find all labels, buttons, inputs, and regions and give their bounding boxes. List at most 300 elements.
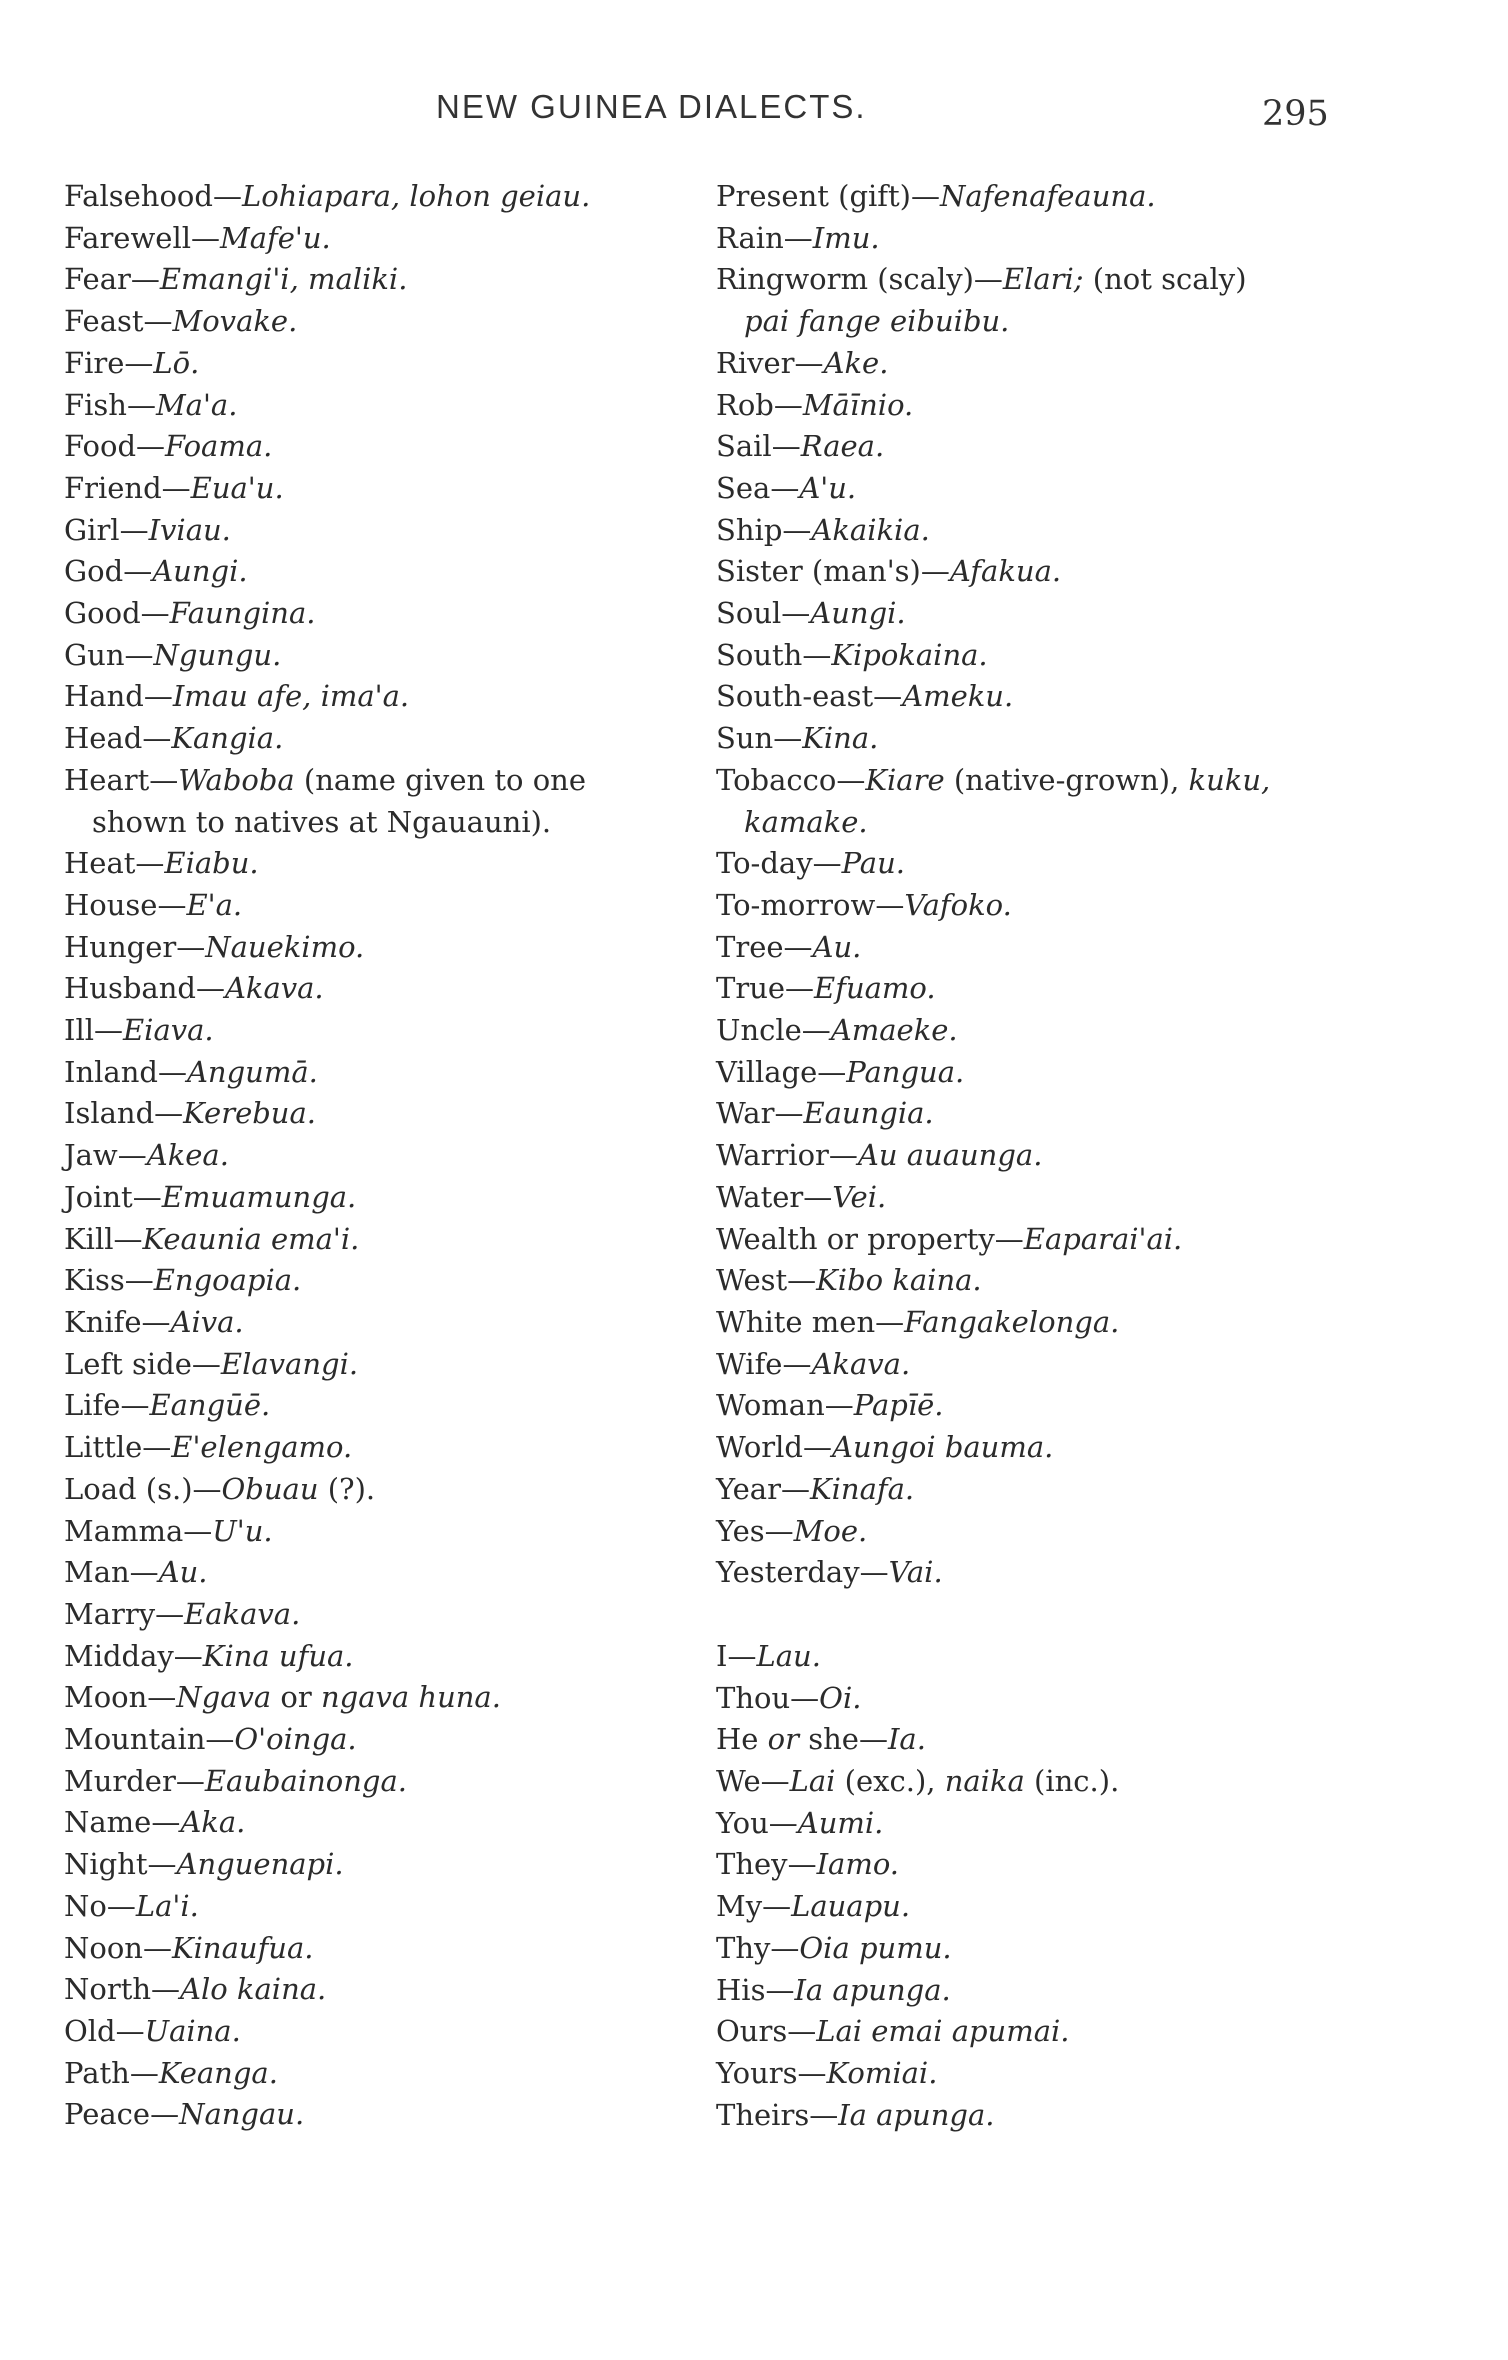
vocab-entry [716,1928,1332,1970]
native-word: Eakava. [184,1596,301,1631]
english-word: Joint [64,1179,133,1214]
native-word: Nafenafeauna. [940,179,1156,213]
vocab-entry [716,1844,1332,1886]
dash: — [191,220,221,255]
native-word: Eiabu. [164,846,259,881]
native-word: Au auaunga. [857,1138,1043,1173]
dash: — [191,1346,221,1381]
english-word: Kiss [64,1263,125,1298]
note-text-alt: (inc.). [1024,1764,1120,1799]
english-word: To-day [716,846,813,881]
native-word: Fangakelonga. [904,1304,1120,1339]
native-word: Vei. [832,1179,887,1214]
vocab-entry [64,2053,674,2095]
english-word: Man [64,1555,130,1590]
english-word: Girl [64,512,120,547]
dash: — [140,596,170,631]
native-word: Lai emai apumai. [816,2014,1070,2049]
english-word: Murder [64,1763,176,1798]
english-word: Sister (man's) [716,554,921,589]
english-word: Peace [64,2097,151,2132]
english-word: Ship [716,512,783,547]
vocab-entry [716,1552,1332,1594]
english-word: Heat [64,846,136,881]
dash: — [790,1680,820,1715]
dash: — [780,1471,810,1506]
native-word: Ia apunga. [794,1972,951,2007]
english-word: He [716,1722,759,1757]
dash: — [192,1471,222,1506]
english-word: Friend [64,470,162,505]
native-word: Eaubainonga. [204,1763,407,1798]
native-word: Eiava. [123,1013,214,1048]
dash: — [783,220,813,255]
english-word: River [716,345,795,380]
native-word: Kibo kaina. [816,1263,982,1298]
english-word: Warrior [716,1138,829,1173]
dash: — [149,762,179,797]
native-word: Pangua. [846,1054,965,1089]
vocab-entry [716,718,1332,760]
native-word: Imau afe, ima'a. [172,679,410,714]
vocab-entry [64,2011,674,2053]
dash: — [973,262,1003,297]
dash: — [762,1889,792,1924]
vocab-entry [716,1427,1332,1469]
vocab-entry [64,1177,674,1219]
english-word: South [716,637,803,672]
english-word: My [716,1889,763,1924]
dash: — [141,1304,171,1339]
english-word: Yesterday [716,1555,860,1590]
dash: — [147,1847,177,1882]
native-word: Ia apunga. [838,2097,995,2132]
vocab-entry [64,718,674,760]
native-word: Eaparai'ai. [1023,1221,1183,1256]
vocab-entry [64,385,674,427]
native-word: Eaungia. [803,1096,934,1131]
vocab-entry [716,760,1332,843]
vocab-entry [716,468,1332,510]
dash: — [151,1805,181,1840]
vocab-entry [716,1469,1332,1511]
native-word: Amaeke. [830,1013,958,1048]
native-word: Kiare [865,762,945,797]
vocab-entry [716,676,1332,718]
native-word: Angumā. [186,1054,318,1089]
native-word: Keaunia ema'i. [142,1221,360,1256]
dash: — [124,1263,154,1298]
native-word: Au. [158,1555,208,1590]
english-word: Kill [64,1221,114,1256]
english-word: Name [64,1805,152,1840]
native-word: Afakua. [949,554,1062,589]
native-word: Elari; [1002,262,1084,297]
native-word: Ake. [823,345,889,380]
vocab-entry [716,927,1332,969]
english-word: Present (gift) [716,179,911,213]
dash: — [727,1638,757,1673]
note-text: (exc.), [835,1764,945,1799]
native-word: Kerebua. [183,1096,316,1131]
english-word: Inland [64,1054,158,1089]
vocab-entry [716,1052,1332,1094]
english-word: Mountain [64,1722,206,1757]
vocab-entry [716,1886,1332,1928]
native-word: Komiai. [826,2055,938,2090]
native-word: Raea. [800,429,885,464]
vocab-entry [64,1427,674,1469]
dash: — [782,512,812,547]
vocab-entry [64,2094,674,2136]
dash: — [828,1138,858,1173]
dash: — [773,387,803,422]
dash: — [120,1388,150,1423]
dash: — [770,1930,800,1965]
dash: — [773,721,803,756]
english-word: White men [716,1304,876,1339]
english-word: Sun [716,721,774,756]
vocab-entry [64,1052,674,1094]
native-word: Iviau. [148,512,231,547]
vocab-entry [64,635,674,677]
vocab-entry [64,1093,674,1135]
dash: — [858,1722,888,1757]
dash: — [142,721,172,756]
dash: — [195,971,225,1006]
dash: — [768,1805,798,1840]
english-word: North [64,1972,152,2007]
native-word-alt: naika [944,1764,1025,1799]
english-word: Ringworm (scaly) [716,262,974,297]
vocab-entry [64,343,674,385]
vocab-entry [64,1135,674,1177]
english-word: Soul [716,596,782,631]
vocab-entry [64,426,674,468]
english-word: Gun [64,637,125,672]
english-word: Wealth or property [716,1221,995,1256]
dash: — [760,1764,790,1799]
vocabulary-list-right [716,176,1332,1594]
native-word: Ngungu. [153,637,282,672]
english-word: Village [716,1054,818,1089]
native-word: Kangia. [171,721,284,756]
english-word: Island [64,1096,155,1131]
dash: — [803,1430,832,1465]
vocab-entry [716,218,1332,260]
dash: — [154,1096,184,1131]
vocab-entry [716,176,1332,218]
native-word: Engoapia. [153,1263,302,1298]
native-word: Vafoko. [904,887,1012,922]
english-word: Fish [64,387,127,422]
dash: — [994,1221,1024,1256]
vocab-entry [64,1844,674,1886]
dash: — [151,1972,181,2007]
english-word: Hunger [64,929,177,964]
native-word: Anguenapi. [176,1847,344,1882]
note-text: or [271,1680,321,1715]
native-word: U'u. [212,1513,273,1548]
english-word: Path [64,2055,130,2090]
vocab-entry [716,1135,1332,1177]
vocab-entry [716,2011,1332,2053]
dash: — [135,846,165,881]
english-word: Yours [716,2055,798,2090]
vocab-entry [64,1552,674,1594]
dash: — [787,2014,817,2049]
dash: — [143,679,173,714]
native-word: Keanga. [158,2055,278,2090]
english-word: True [716,971,786,1006]
native-word: Elavangi. [220,1346,359,1381]
native-word-alt: kuku, [1188,762,1271,797]
vocab-entry [716,1177,1332,1219]
dash: — [136,429,166,464]
native-word: Akava. [224,971,324,1006]
native-word: Lohiapara, lohon geiau. [241,179,591,213]
dash: — [802,637,832,672]
native-word: Movake. [172,304,298,339]
native-word: Imu. [812,220,880,255]
dash: — [175,1763,205,1798]
native-word: Lau. [756,1638,821,1673]
vocab-entry [716,343,1332,385]
vocab-entry [716,1010,1332,1052]
dash: — [124,637,154,672]
vocab-entry [64,1511,674,1553]
native-word: Oi. [819,1680,862,1715]
vocab-entry [64,885,674,927]
dash: — [142,1430,172,1465]
vocab-entry [64,927,674,969]
running-title: NEW GUINEA DIALECTS. [436,88,867,125]
dash: — [801,1013,831,1048]
english-word: Moon [64,1680,148,1715]
native-word: Akava. [811,1346,911,1381]
native-word: Aungi. [810,596,906,631]
english-word: Marry [64,1596,156,1631]
native-word: Lauapu. [791,1889,911,1924]
english-word: South-east [716,679,874,714]
vocab-entry [716,843,1332,885]
vocab-entry [64,843,674,885]
native-word: Obuau [221,1471,319,1506]
vocab-entry [64,676,674,718]
english-word: House [64,887,158,922]
vocab-entry [64,1469,674,1511]
native-word: Aungoi bauma. [832,1430,1054,1465]
native-word: Aungi. [152,554,248,589]
native-word: Aumi. [797,1805,884,1840]
dash: — [809,2097,839,2132]
native-word: Faungina. [169,596,316,631]
vocab-entry [64,1302,674,1344]
english-word: His [716,1972,766,2007]
dash: — [115,2013,145,2048]
dash: — [787,1847,817,1882]
vocab-entry [716,1219,1332,1261]
native-word: Eangūē. [149,1388,271,1423]
vocab-entry [716,2095,1332,2137]
vocab-entry [716,1803,1332,1845]
dash: — [873,679,903,714]
english-word: They [716,1847,788,1882]
native-word: O'oinga. [234,1722,357,1757]
dash: — [123,554,153,589]
dash: — [143,304,173,339]
dash: — [147,1680,177,1715]
vocab-entry [716,510,1332,552]
vocab-entry [64,1260,674,1302]
english-word: No [64,1888,107,1923]
dash: — [157,887,187,922]
continuation-native: pai fange eibuibu. [744,304,1010,339]
vocab-entry [64,468,674,510]
english-word: Theirs [716,2097,810,2132]
english-word: Sea [716,470,771,505]
vocab-entry [64,1344,674,1386]
vocab-entry [64,1761,674,1803]
native-word: Emuamunga. [161,1179,357,1214]
native-word: Moe. [793,1513,868,1548]
vocab-entry [64,551,674,593]
vocab-entry [64,593,674,635]
english-word: Life [64,1388,121,1423]
vocab-entry [64,1886,674,1928]
vocab-entry [64,1969,674,2011]
dash: — [782,1346,812,1381]
dash: — [212,179,242,213]
dash: — [797,2055,827,2090]
english-word: Food [64,429,137,464]
dash: — [770,470,800,505]
vocab-entry [716,1093,1332,1135]
english-word: Rain [716,220,784,255]
native-word: Kina. [802,721,879,756]
dash: — [875,887,905,922]
dash: — [783,929,813,964]
vocab-entry [716,1761,1332,1803]
dash: — [129,1555,159,1590]
note-text: (?). [318,1471,376,1506]
continuation-native: kamake. [744,804,868,839]
dash: — [794,345,824,380]
dash: — [155,1596,185,1631]
note-text: (name given to one [294,762,587,797]
native-word: Akea. [146,1138,229,1173]
pronoun-list [716,1636,1332,2136]
english-word: Heart [64,762,150,797]
native-word: Alo kaina. [180,1972,327,2007]
vocab-entry [716,385,1332,427]
vocab-entry [64,176,674,218]
vocab-entry [716,1260,1332,1302]
dash: — [859,1555,889,1590]
vocab-entry [64,1802,674,1844]
vocab-entry [716,968,1332,1010]
english-word: Old [64,2013,116,2048]
vocab-entry [64,1719,674,1761]
english-word: Ill [64,1013,95,1048]
english-word: West [716,1263,788,1298]
english-word: Noon [64,1930,143,1965]
english-word: Ours [716,2014,788,2049]
note-text: (not scaly) [1083,262,1247,297]
english-word: Fear [64,262,131,297]
english-word-alt: she [808,1722,859,1757]
english-word: Thy [716,1930,771,1965]
english-word: Tree [716,929,784,964]
vocab-entry [716,593,1332,635]
vocab-entry [64,1928,674,1970]
native-word: Lai [789,1764,836,1799]
dash: — [176,929,206,964]
dash: — [764,1513,794,1548]
english-word: To-morrow [716,887,876,922]
dash: — [132,1179,162,1214]
section-gap [716,1594,1332,1636]
dash: — [161,470,191,505]
vocab-entry [64,968,674,1010]
vocab-entry [64,1385,674,1427]
dash: — [113,1221,143,1256]
dash: — [781,596,811,631]
english-word: Rob [716,387,774,422]
dash: — [117,1138,147,1173]
english-word: Knife [64,1304,142,1339]
vocab-entry [716,885,1332,927]
english-word: Little [64,1430,143,1465]
left-column [64,176,674,2136]
dash: — [774,1096,804,1131]
english-word: Feast [64,304,144,339]
dash: — [875,1304,905,1339]
dash: — [205,1722,235,1757]
vocab-entry [716,1302,1332,1344]
native-word: Vai. [888,1555,943,1590]
english-word: Tobacco [716,762,837,797]
vocab-entry [64,1594,674,1636]
english-word: Yes [716,1513,765,1548]
native-word: La'i. [135,1888,199,1923]
note-text: (native-grown), [944,762,1189,797]
dash: — [824,1388,854,1423]
english-word: Year [716,1471,781,1506]
vocab-entry [716,1636,1332,1678]
page-header [0,88,1508,148]
english-word: Head [64,721,143,756]
dash: — [142,1930,172,1965]
english-word: Sail [716,429,772,464]
english-word: Water [716,1179,804,1214]
vocab-entry [716,1719,1332,1761]
native-word: Kinaufua. [171,1930,314,1965]
english-word: Husband [64,971,196,1006]
dash: — [771,429,801,464]
dash: — [119,512,149,547]
vocab-entry [716,551,1332,593]
dash: — [106,1888,136,1923]
native-word: Aka. [180,1805,246,1840]
dash: — [803,1179,833,1214]
english-word: Thou [716,1680,791,1715]
english-word: Farewell [64,220,192,255]
english-word: Left side [64,1346,192,1381]
native-word: A'u. [799,470,857,505]
english-word: I [716,1638,728,1673]
connector-word: or [758,1722,809,1757]
